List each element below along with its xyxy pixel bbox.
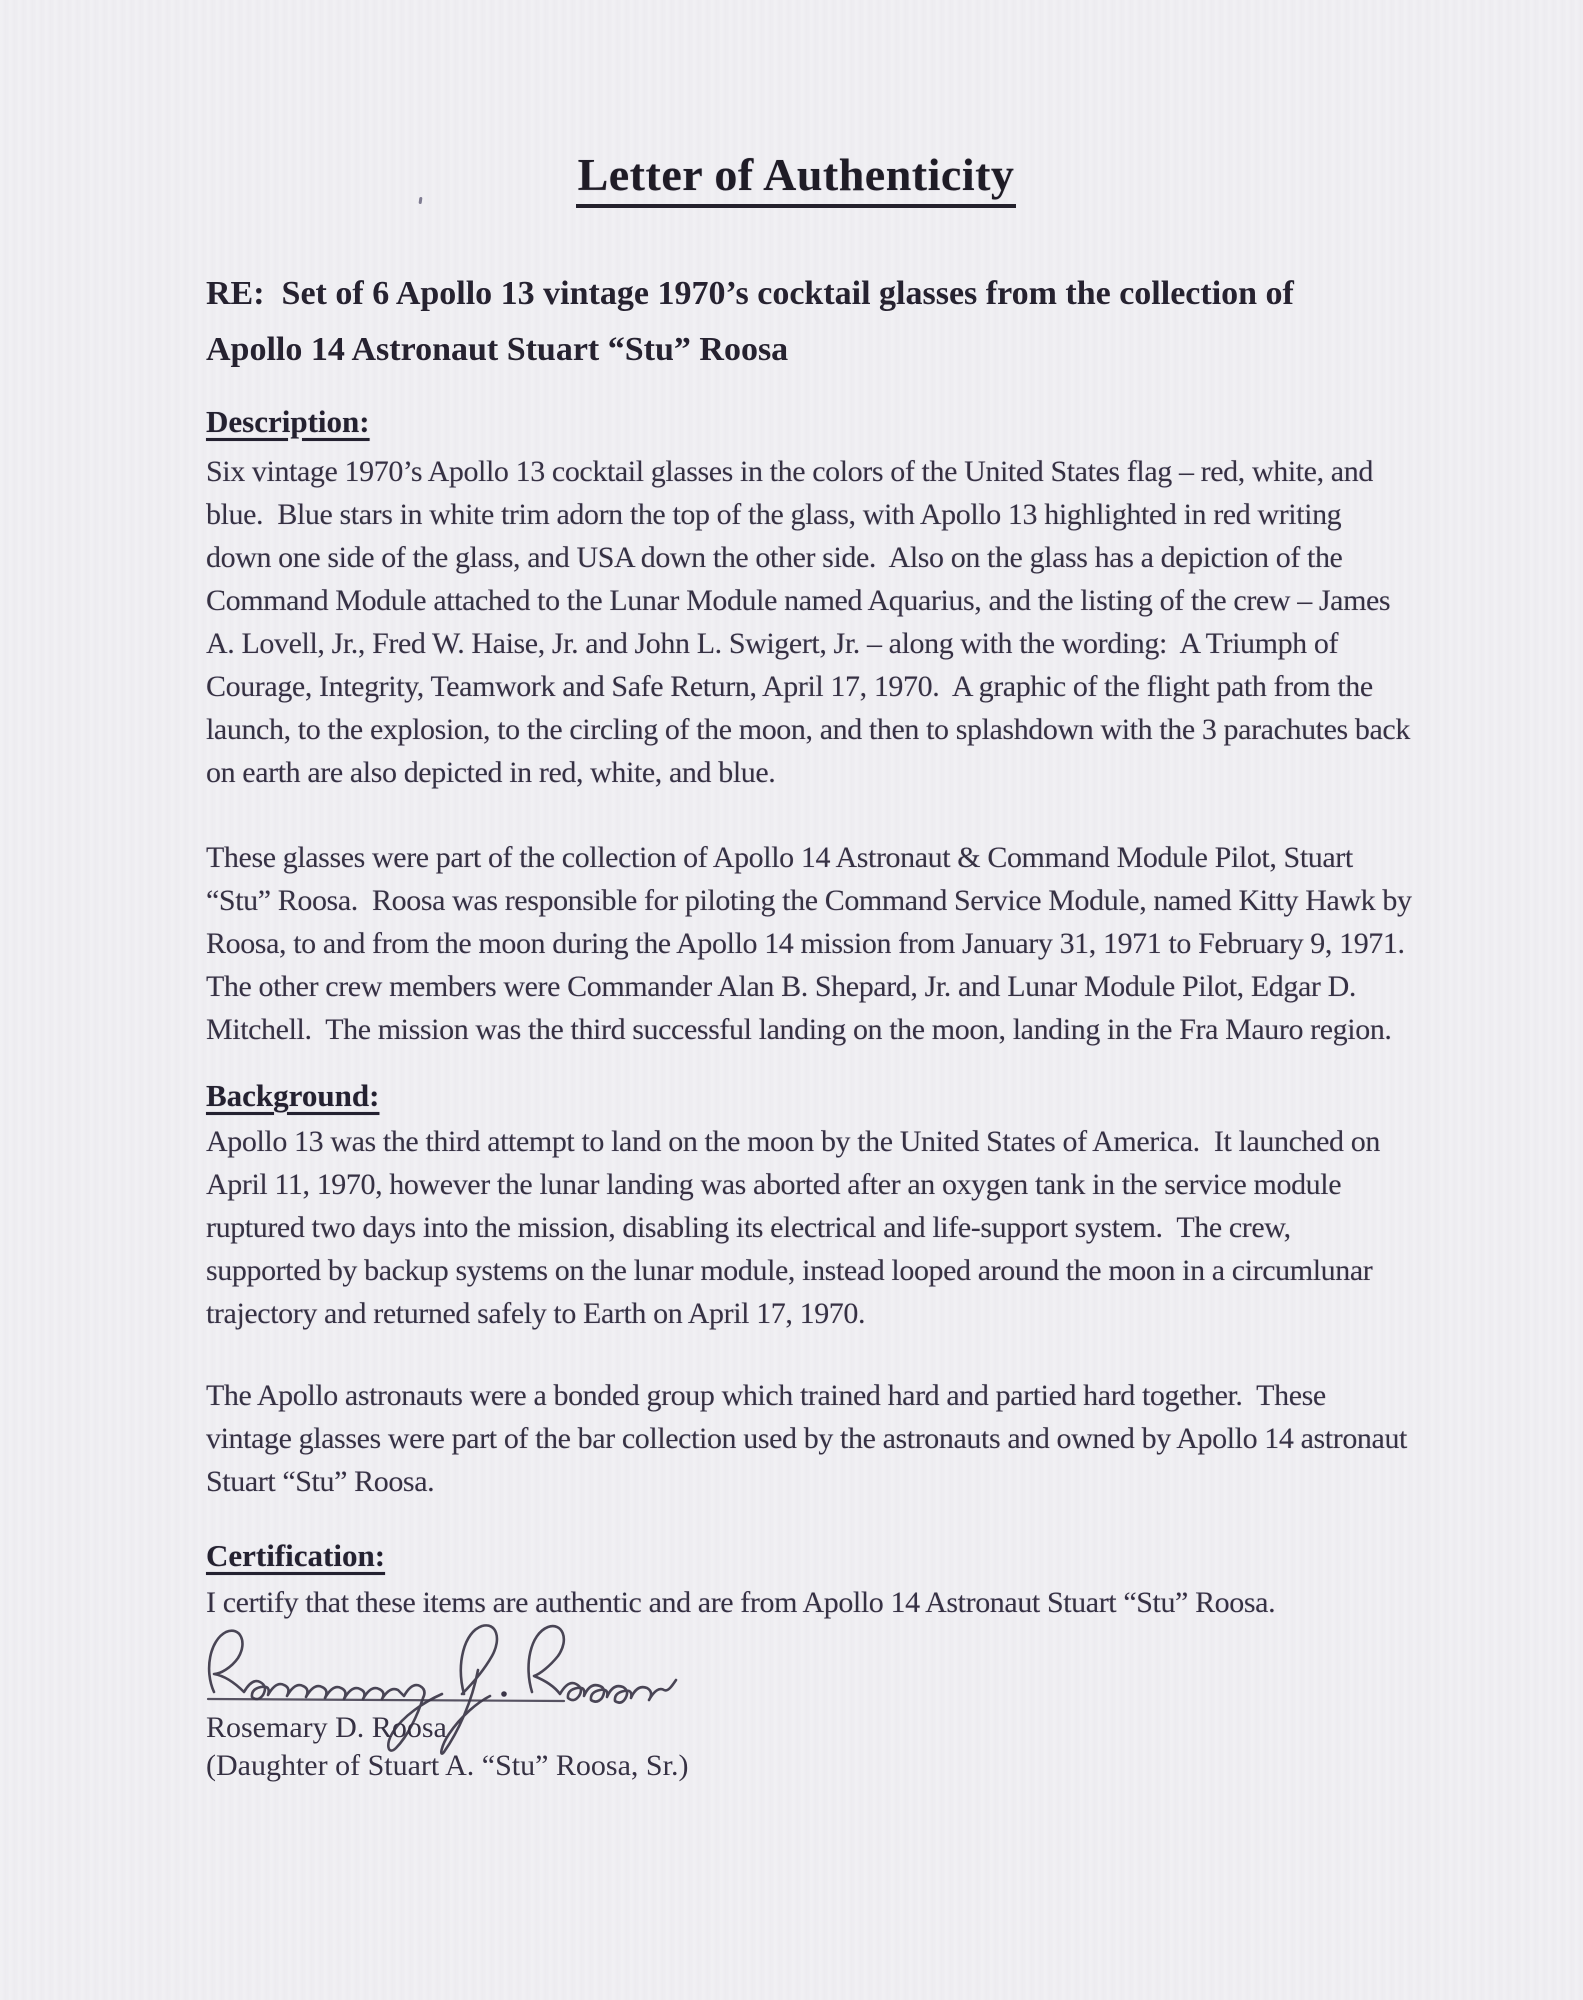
description-paragraph-2	[206, 836, 1412, 1051]
text-line: down one side of the glass, and USA down the other side. Also on the glass has a depiction of the	[206, 541, 1343, 574]
text-line: RE: Set of 6 Apollo 13 vintage 1970’s cocktail glasses from the collection of	[206, 275, 1294, 312]
text-line: trajectory and returned safely to Earth on April 17, 1970.	[206, 1297, 866, 1330]
text-line: Six vintage 1970’s Apollo 13 cocktail glasses in the colors of the United States flag – red, white, and	[206, 455, 1373, 488]
text-line: These glasses were part of the collection of Apollo 14 Astronaut & Command Module Pilot, Stuart	[206, 841, 1353, 874]
text-line: Apollo 14 Astronaut Stuart “Stu” Roosa	[206, 331, 789, 368]
text-line: April 11, 1970, however the lunar landing was aborted after an oxygen tank in the service module	[206, 1168, 1342, 1201]
printed-signer-name: Rosemary D. Roosa	[206, 1711, 447, 1744]
text-line: vintage glasses were part of the bar collection used by the astronauts and owned by Apollo 14 astronaut	[206, 1422, 1407, 1455]
description-paragraph-1	[206, 450, 1410, 794]
text-line: ruptured two days into the mission, disabling its electrical and life-support system. The crew,	[206, 1211, 1291, 1244]
text-line: blue. Blue stars in white trim adorn the top of the glass, with Apollo 13 highlighted in red writing	[206, 498, 1342, 531]
section-heading-background: Background:	[206, 1078, 380, 1113]
page-title	[206, 148, 1386, 208]
text-line: Roosa, to and from the moon during the Apollo 14 mission from January 31, 1971 to February 9, 1971.	[206, 927, 1405, 960]
signature-rule-line	[208, 1699, 564, 1701]
text-line: Apollo 13 was the third attempt to land on the moon by the United States of America. It launched on	[206, 1125, 1380, 1158]
text-line: Command Module attached to the Lunar Module named Aquarius, and the listing of the crew – James	[206, 584, 1391, 617]
signature-middle-initial-stroke	[441, 1625, 497, 1753]
text-line: The Apollo astronauts were a bonded group which trained hard and partied hard together. These	[206, 1379, 1326, 1412]
text-line: Courage, Integrity, Teamwork and Safe Return, April 17, 1970. A graphic of the flight path from the	[206, 670, 1373, 703]
section-heading-description: Description:	[206, 404, 370, 439]
background-paragraph-2	[206, 1374, 1407, 1503]
background-paragraph-1	[206, 1120, 1380, 1335]
text-line: The other crew members were Commander Alan B. Shepard, Jr. and Lunar Module Pilot, Edgar D.	[206, 970, 1356, 1003]
text-line: launch, to the explosion, to the circling of the moon, and then to splashdown with the 3 parachutes back	[206, 713, 1410, 746]
text-line: supported by backup systems on the lunar module, instead looped around the moon in a circumlunar	[206, 1254, 1373, 1287]
text-line: Stuart “Stu” Roosa.	[206, 1465, 435, 1498]
subject-line	[206, 266, 1294, 378]
signature-period-dot	[501, 1691, 507, 1697]
text-line: on earth are also depicted in red, white, and blue.	[206, 756, 776, 789]
text-line: I certify that these items are authentic and are from Apollo 14 Astronaut Stuart “Stu” Roosa.	[206, 1586, 1276, 1619]
signature-last-name-stroke	[529, 1626, 676, 1702]
page-title-text: Letter of Authenticity	[576, 148, 1017, 208]
text-line: Mitchell. The mission was the third successful landing on the moon, landing in the Fra Mauro region.	[206, 1013, 1392, 1046]
signer-relationship-line: (Daughter of Stuart A. “Stu” Roosa, Sr.)	[206, 1749, 689, 1782]
text-line: “Stu” Roosa. Roosa was responsible for piloting the Command Service Module, named Kitty Hawk by	[206, 884, 1412, 917]
section-heading-certification: Certification:	[206, 1538, 386, 1573]
text-line: A. Lovell, Jr., Fred W. Haise, Jr. and John L. Swigert, Jr. – along with the wording: A Triumph of	[206, 627, 1339, 660]
